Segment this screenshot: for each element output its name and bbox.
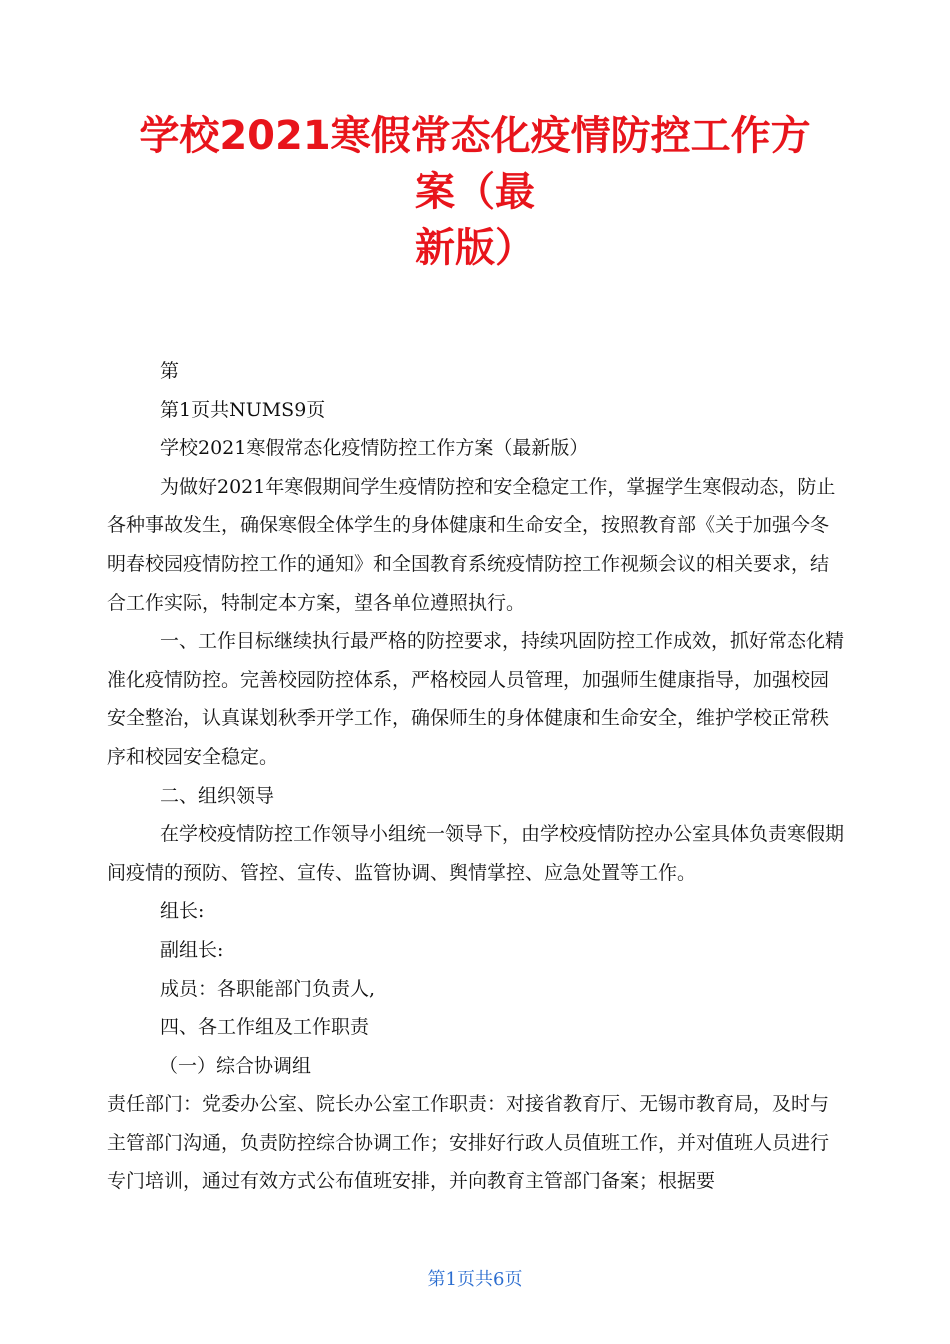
heading-subsection-1: （一）综合协调组 [159,1054,312,1077]
paragraph-page-count: 第1页共NUMS9页 [160,398,326,421]
paragraph-section-2: 在学校疫情防控工作领导小组统一领导下，由学校疫情防控办公室具体负责寒假期间疫情的预防、管控、宣传、监管协调、舆情掌控、应急处置等工作。 [107,823,845,884]
paragraph-leader: 组长: [160,900,205,923]
paragraph-deputy-leader: 副组长: [160,938,224,961]
document-title [90,108,860,276]
title-line-1: 学校2021寒假常态化疫情防控工作方 [139,113,811,159]
page-footer: 第1页共6页 [427,1269,523,1290]
title-line-2: 案（最 [415,169,535,215]
heading-section-4: 四、各工作组及工作职责 [160,1016,370,1039]
title-line-3: 新版） [415,225,535,271]
paragraph-responsibilities: 责任部门：党委办公室、院长办公室工作职责：对接省教育厅、无锡市教育局，及时与主管部门沟通，负责防控综合协调工作；安排好行政人员值班工作，并对值班人员进行专门培训，通过有效方式公布值班安排，并向教育主管部门备案；根据要 [107,1093,830,1193]
heading-section-2: 二、组织领导 [160,784,275,807]
paragraph-page-marker: 第 [160,360,180,382]
paragraph-members: 成员：各职能部门负责人, [160,977,376,1000]
paragraph-subtitle: 学校2021寒假常态化疫情防控工作方案（最新版） [160,437,589,460]
paragraph-section-1: 一、工作目标继续执行最严格的防控要求，持续巩固防控工作成效，抓好常态化精准化疫情防控。完善校园防控体系，严格校园人员管理，加强师生健康指导，加强校园安全整治，认真谋划秋季开学工作，确保师生的身体健康和生命安全，维护学校正常秩序和校园安全稳定。 [107,630,845,768]
paragraph-intro: 为做好2021年寒假期间学生疫情防控和安全稳定工作，掌握学生寒假动态，防止各种事故发生，确保寒假全体学生的身体健康和生命安全，按照教育部《关于加强今冬明春校园疫情防控工作的通知》和全国教育系统疫情防控工作视频会议的相关要求，结合工作实际，特制定本方案，望各单位遵照执行。 [107,475,836,614]
document-body [107,352,847,1201]
